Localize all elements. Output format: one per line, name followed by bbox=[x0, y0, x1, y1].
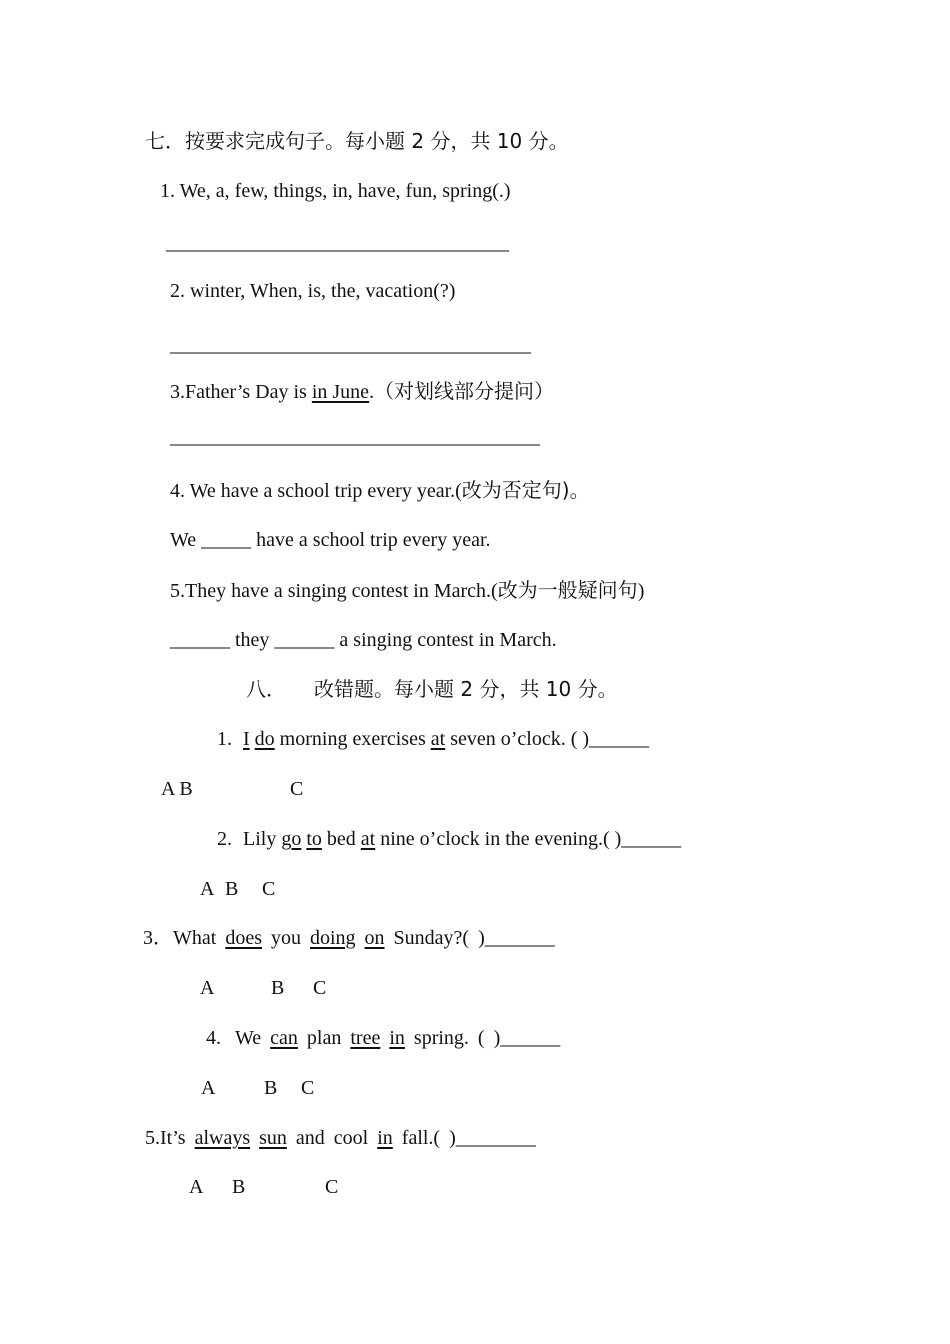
s8-q3-option-a: does bbox=[225, 927, 262, 949]
s8-q5-option-c: in bbox=[377, 1127, 393, 1149]
s8-q5-rest: fall.( )________ bbox=[392, 1127, 536, 1149]
s8-q2 bbox=[217, 826, 681, 852]
s7-q3-suffix: . bbox=[369, 381, 375, 403]
s8-q3-rest: Sunday?( )_______ bbox=[384, 927, 555, 949]
s8-q4-letter-b: B bbox=[264, 1077, 278, 1099]
s7-q5-answer-line[interactable]: ______ they ______ a singing contest in March. bbox=[170, 629, 557, 651]
s8-q3-letter-a: A bbox=[200, 977, 215, 999]
s8-q3-letter-c: C bbox=[313, 977, 327, 999]
s8-q2-option-b: to bbox=[306, 828, 322, 850]
s8-q4-letter-a: A bbox=[201, 1077, 216, 1099]
s8-q5-letter-c: C bbox=[325, 1176, 339, 1198]
s8-q2-letter-c: C bbox=[262, 878, 276, 900]
s8-q4 bbox=[206, 1025, 560, 1051]
s8-q4-option-c: in bbox=[389, 1027, 405, 1049]
s8-q5-letter-b: B bbox=[232, 1176, 246, 1198]
s8-q4-mid: plan bbox=[297, 1027, 351, 1049]
s7-q4-instruction: 改为否定句 bbox=[461, 478, 562, 502]
s8-q3-option-c: on bbox=[364, 927, 385, 949]
s8-q4-num: 4. bbox=[206, 1027, 221, 1049]
s7-q5 bbox=[170, 577, 644, 604]
s8-q4-rest: spring. ( )______ bbox=[404, 1027, 561, 1049]
s7-q4-text: 4. We have a school trip every year.( bbox=[170, 480, 462, 502]
s8-q4-pre: We bbox=[235, 1027, 271, 1049]
s8-q1-option-c: at bbox=[430, 728, 446, 750]
s7-q3 bbox=[170, 378, 554, 405]
s8-q4-letter-c: C bbox=[301, 1077, 315, 1099]
s7-q5-suffix: ) bbox=[637, 580, 645, 602]
section-8-text: 改错题。每小题 2 分，共 10 分。 bbox=[314, 677, 618, 701]
s8-q1-option-a: I bbox=[243, 728, 250, 750]
s8-q1-option-b: do bbox=[254, 728, 275, 750]
s8-q2-mid: bed bbox=[321, 828, 361, 850]
s8-q2-pre: Lily bbox=[243, 828, 282, 850]
s8-q2-num: 2. bbox=[217, 828, 232, 850]
s7-q5-text: 5.They have a singing contest in March.( bbox=[170, 580, 498, 602]
s8-q5-option-a: always bbox=[194, 1127, 251, 1149]
s7-q2-answer-line[interactable]: ________________________________________ bbox=[170, 334, 530, 356]
s8-q3-letter-b: B bbox=[271, 977, 285, 999]
section-8-title bbox=[246, 676, 618, 703]
s7-q3-underlined: in June bbox=[311, 381, 370, 403]
s7-q3-instruction: （对划线部分提问） bbox=[374, 379, 555, 403]
s8-q3 bbox=[143, 925, 555, 951]
s8-q5-mid: and cool bbox=[286, 1127, 378, 1149]
s7-q4 bbox=[170, 477, 590, 504]
s8-q5-option-b: sun bbox=[259, 1127, 287, 1149]
s8-q4-option-a: can bbox=[270, 1027, 298, 1049]
s7-q2-text: 2. winter, When, is, the, vacation(?) bbox=[170, 280, 456, 302]
s8-q1-mid: morning exercises bbox=[274, 728, 431, 750]
s8-q2-letter-a: A bbox=[200, 878, 215, 900]
s7-q3-prefix: 3.Father’s Day is bbox=[170, 381, 312, 403]
s7-q1-answer-line[interactable]: ______________________________________ bbox=[166, 232, 508, 254]
s8-q1-letter-ab: A B bbox=[161, 778, 193, 800]
section-8-number: 八． bbox=[246, 677, 286, 701]
s8-q5-letter-a: A bbox=[189, 1176, 204, 1198]
s7-q3-answer-line[interactable]: _________________________________________ bbox=[170, 426, 539, 448]
s7-q1-text: 1. We, a, few, things, in, have, fun, spring(.) bbox=[160, 180, 511, 202]
s7-q4-suffix: )。 bbox=[561, 478, 590, 502]
s8-q3-option-b: doing bbox=[309, 927, 356, 949]
s8-q5 bbox=[145, 1125, 536, 1151]
s8-q3-num: 3． bbox=[143, 927, 173, 949]
s8-q3-pre: What bbox=[173, 927, 226, 949]
section-7-title: 七．按要求完成句子。每小题 2 分，共 10 分。 bbox=[145, 129, 569, 153]
s8-q1 bbox=[217, 726, 649, 752]
s8-q4-option-b: tree bbox=[350, 1027, 381, 1049]
s8-q2-option-a: go bbox=[281, 828, 302, 850]
s7-q5-instruction: 改为一般疑问句 bbox=[497, 578, 638, 602]
s8-q2-rest: nine o’clock in the evening.( )______ bbox=[375, 828, 682, 850]
s8-q1-num: 1. bbox=[217, 728, 232, 750]
s8-q2-option-c: at bbox=[360, 828, 376, 850]
s8-q2-letter-b: B bbox=[225, 878, 239, 900]
s8-q1-rest: seven o’clock. ( )______ bbox=[445, 728, 650, 750]
s8-q5-pre: 5.It’s bbox=[145, 1127, 195, 1149]
s8-q1-letter-c: C bbox=[290, 778, 304, 800]
s7-q4-answer-line[interactable]: We _____ have a school trip every year. bbox=[170, 529, 491, 551]
s8-q3-mid: you bbox=[261, 927, 310, 949]
